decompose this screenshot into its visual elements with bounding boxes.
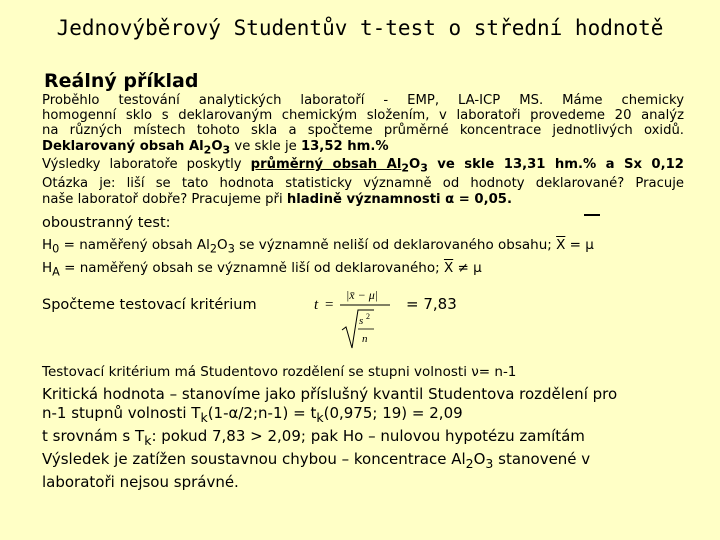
sub: 3 [485, 456, 494, 471]
relation: ≠ [453, 259, 474, 276]
crit-line-5: laboratoři nejsou správné. [42, 473, 239, 491]
text: (0,975; 19) = 2,09 [323, 404, 463, 422]
hypotheses [42, 236, 594, 281]
text: naše laboratoř dobře? Pracujeme při [42, 191, 287, 207]
distribution-note: Testovací kritérium má Studentovo rozdělení se stupni volnosti ν= n-1 [42, 364, 517, 380]
significance-value: = 0,05. [454, 191, 512, 207]
crit-line-1: Kritická hodnota – stanovíme jako příslušný kvantil Studentova rozdělení pro [42, 385, 618, 403]
para-line-4 [42, 139, 684, 158]
crit-line-2 [42, 404, 617, 427]
problem-description [42, 93, 684, 207]
formula-s: s [359, 315, 364, 327]
h-label: H [42, 237, 53, 253]
text: : pokud 7,83 > 2,09; pak Ho – nulovou hypotézu zamítám [151, 427, 585, 445]
significance-label: hladině významnosti [286, 191, 446, 207]
text: Výsledky laboratoře poskytly [42, 157, 251, 173]
sub: 2 [203, 143, 212, 157]
text: n-1 stupnů volnosti T [42, 404, 201, 422]
text: se významně neliší od deklarovaného obsahu; [234, 237, 557, 253]
sub: k [144, 433, 152, 448]
h-label: H [42, 259, 53, 276]
text: O [473, 450, 486, 468]
t-statistic-formula [312, 280, 392, 352]
formula-t: t [314, 297, 319, 313]
sub: 3 [227, 242, 235, 256]
text: = naměřený obsah Al [59, 237, 210, 253]
relation: = [565, 237, 586, 253]
alpha-symbol: α [445, 191, 455, 207]
alternative-hypothesis [42, 259, 594, 282]
text: t srovnám s T [42, 427, 145, 445]
sub: 3 [222, 143, 231, 157]
text: Výsledek je zatížen soustavnou chybou – koncentrace Al [42, 450, 466, 468]
measured-label: průměrný obsah Al [250, 157, 402, 173]
sub: 2 [209, 242, 218, 256]
sub: k [316, 410, 324, 425]
declared-label: Deklarovaný obsah Al [42, 138, 204, 154]
mu-symbol: μ [585, 237, 594, 253]
critical-value-section [42, 385, 617, 492]
text: stanovené v [493, 450, 591, 468]
formula-numerator: |x̄ − μ| [346, 288, 379, 302]
t-value: = 7,83 [406, 295, 457, 313]
para-line-5 [42, 157, 684, 176]
formula-eq: = [325, 297, 334, 313]
mu-symbol: μ [473, 259, 482, 276]
text: = naměřený obsah se významně liší od deklarovaného; [59, 259, 444, 276]
x-bar: $\overline{X}$ [443, 259, 454, 276]
crit-line-3 [42, 427, 617, 450]
declared-value: 13,52 hm.% [300, 138, 389, 154]
section-subtitle: Reálný příklad [44, 70, 199, 92]
formula-sup: 2 [366, 312, 370, 321]
compute-label: Spočteme testovací kritérium [42, 297, 257, 313]
sub: 3 [420, 162, 428, 176]
sub: k [200, 410, 208, 425]
formula-n: n [362, 333, 368, 345]
sub: 0 [52, 242, 60, 256]
para-line-7 [42, 192, 684, 207]
oxygen: O [409, 157, 421, 173]
para-line-1: Proběhlo testování analytických laboratoří - EMP, LA-ICP MS. Máme chemicky [42, 93, 684, 108]
crit-line-4 [42, 450, 617, 473]
measured-values: ve skle 13,31 hm.% a Sx 0,12 [427, 157, 684, 173]
para-line-2: homogenní sklo s deklarovaným chemickým složením, v laboratoři provedeme 20 analýz [42, 108, 684, 124]
page-title: Jednovýběrový Studentův t-test o střední hodnotě [56, 16, 664, 40]
overline-mark [584, 214, 600, 216]
para-line-3: na různých místech tohoto skla a spočteme průměrné koncentrace jednotlivých oxidů. [42, 123, 684, 139]
text: ve skle je [230, 138, 301, 154]
sub: 2 [465, 456, 474, 471]
text: O [217, 237, 228, 253]
para-line-6: Otázka je: liší se tato hodnota statisticky významně od hodnoty deklarované? Pracuje [42, 176, 684, 192]
null-hypothesis [42, 236, 594, 259]
oxygen: O [211, 138, 223, 154]
sub: 2 [401, 162, 409, 176]
test-type: oboustranný test: [42, 215, 171, 231]
x-bar: $\overline{X}$ [556, 237, 566, 253]
text: (1-α/2;n-1) = t [207, 404, 317, 422]
sub: A [52, 265, 60, 279]
